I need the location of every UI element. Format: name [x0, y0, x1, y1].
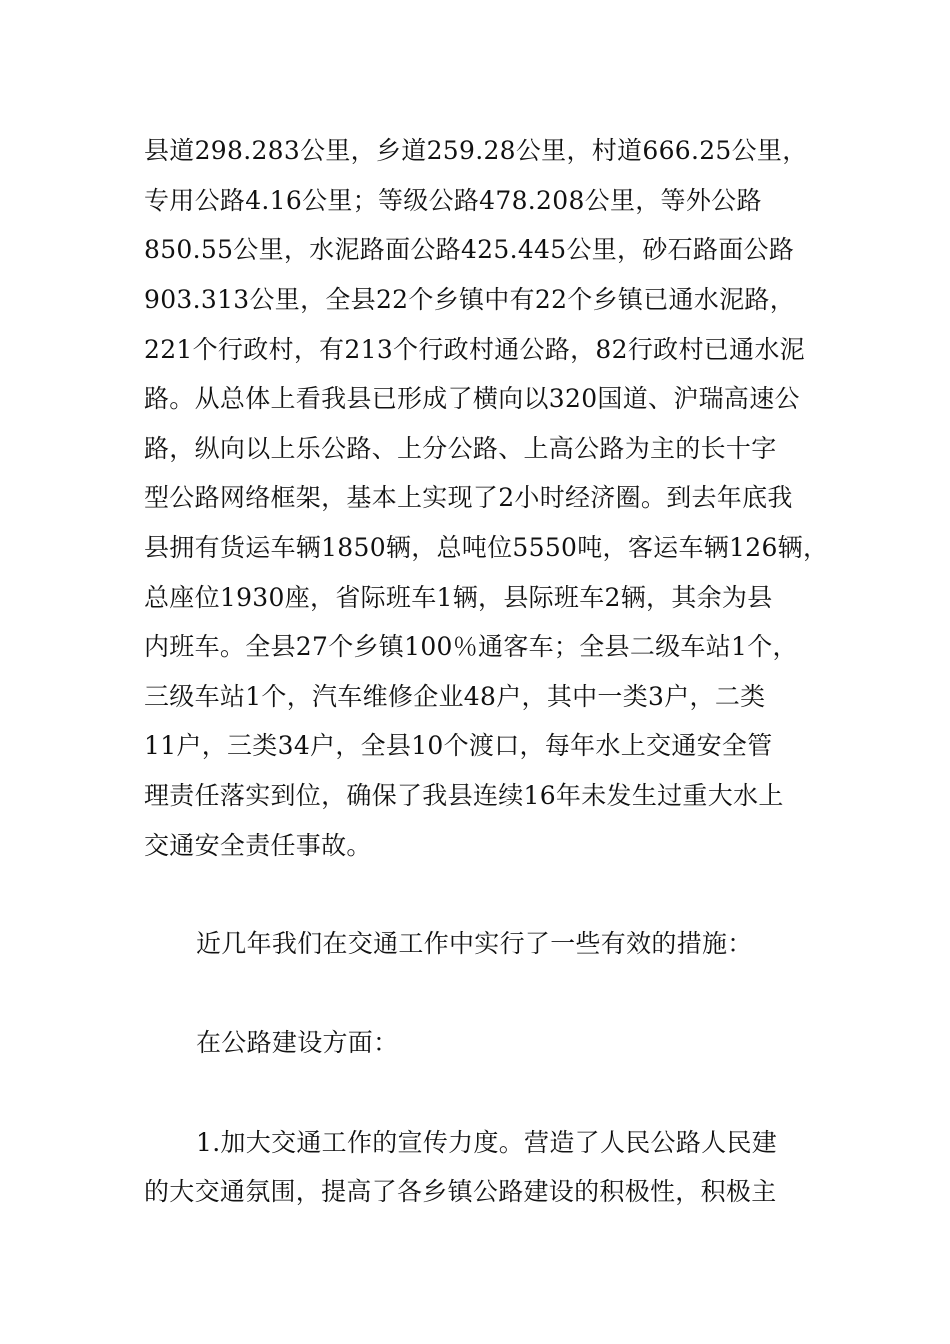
text-line: 903.313公里，全县22个乡镇中有22个乡镇已通水泥路，: [144, 285, 796, 314]
text-line: 850.55公里，水泥路面公路425.445公里，砂石路面公路: [144, 235, 795, 264]
text-line: 路，纵向以上乐公路、上分公路、上高公路为主的长十字: [144, 434, 777, 463]
text-line: 路。从总体上看我县已形成了横向以320国道、沪瑞高速公: [144, 384, 800, 413]
paragraph-road-construction-heading: 在公路建设方面：: [196, 1028, 399, 1057]
paragraph-measures-intro: 近几年我们在交通工作中实行了一些有效的措施：: [196, 929, 753, 958]
text-line: 221个行政村，有213个行政村通公路，82行政村已通水泥: [144, 335, 805, 364]
text-line: 理责任落实到位，确保了我县连续16年未发生过重大水上: [144, 781, 784, 810]
text-line: 内班车。全县27个乡镇100％通客车；全县二级车站1个，: [144, 632, 798, 661]
text-line: 县拥有货运车辆1850辆，总吨位5550吨，客运车辆126辆，: [144, 533, 829, 562]
text-line: 交通安全责任事故。: [144, 831, 372, 860]
text-line: 专用公路4.16公里；等级公路478.208公里，等外公路: [144, 186, 762, 215]
text-line: 11户，三类34户，全县10个渡口，每年水上交通安全管: [144, 731, 773, 760]
text-line: 县道298.283公里，乡道259.28公里，村道666.25公里，: [144, 136, 808, 165]
text-line: 的大交通氛围，提高了各乡镇公路建设的积极性，积极主: [144, 1177, 777, 1206]
text-line: 1.加大交通工作的宣传力度。营造了人民公路人民建: [196, 1128, 778, 1157]
text-line: 总座位1930座，省际班车1辆，县际班车2辆，其余为县: [144, 583, 773, 612]
text-line: 三级车站1个，汽车维修企业48户，其中一类3户，二类: [144, 682, 766, 711]
text-line: 型公路网络框架，基本上实现了2小时经济圈。到去年底我: [144, 483, 793, 512]
